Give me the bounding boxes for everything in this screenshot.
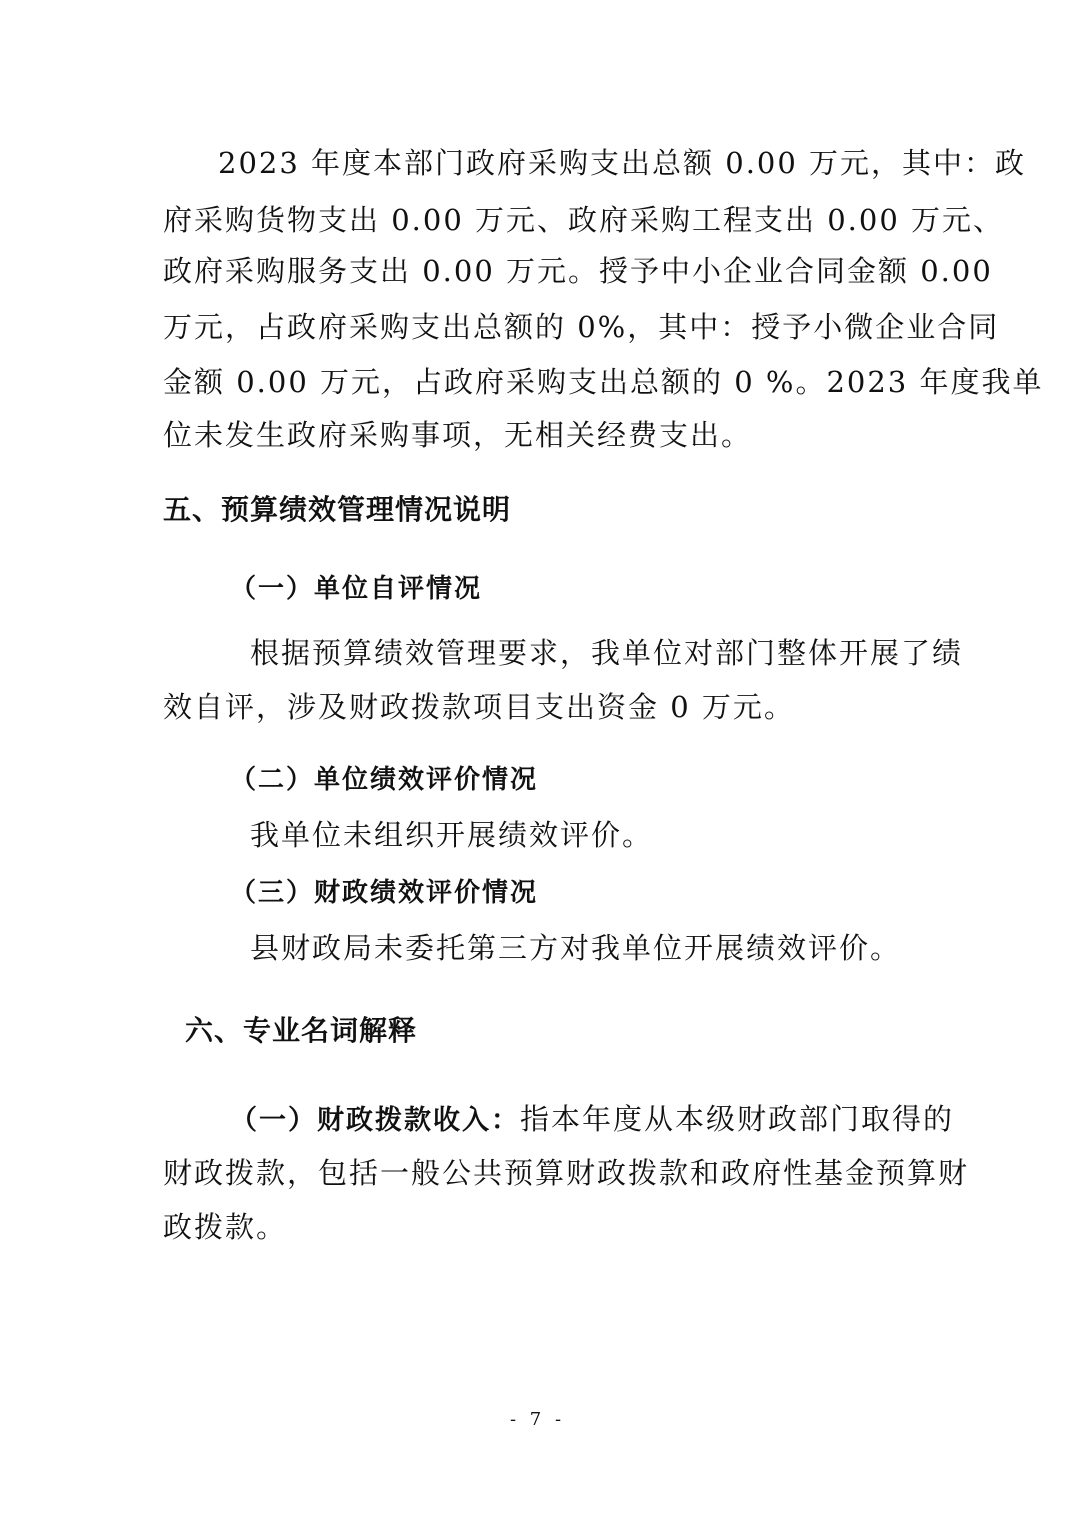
term-definition-text: 指本年度从本级财政部门取得的 — [520, 1102, 955, 1136]
section-heading: 六、专业名词解释 — [185, 1014, 418, 1047]
page-number: - 7 - — [509, 1409, 566, 1430]
subsection-heading: （二）单位绩效评价情况 — [230, 765, 539, 795]
term-definition-line — [230, 1099, 954, 1141]
paragraph-line: 效自评，涉及财政拨款项目支出资金 0 万元。 — [163, 690, 795, 724]
paragraph-line: 我单位未组织开展绩效评价。 — [250, 818, 654, 852]
section-heading: 五、预算绩效管理情况说明 — [163, 493, 512, 526]
paragraph-line: 金额 0.00 万元，占政府采购支出总额的 0 %。2023 年度我单 — [163, 365, 1044, 399]
subsection-heading: （三）财政绩效评价情况 — [230, 878, 539, 908]
paragraph-line: 政府采购服务支出 0.00 万元。授予中小企业合同金额 0.00 — [163, 254, 993, 288]
paragraph-line: 府采购货物支出 0.00 万元、政府采购工程支出 0.00 万元、 — [163, 203, 1005, 237]
paragraph-line: 县财政局未委托第三方对我单位开展绩效评价。 — [250, 931, 902, 965]
paragraph-line: 位未发生政府采购事项，无相关经费支出。 — [163, 418, 753, 452]
term-label: （一）财政拨款收入： — [230, 1105, 520, 1136]
paragraph-line: 万元，占政府采购支出总额的 0%，其中：授予小微企业合同 — [163, 310, 1000, 344]
paragraph-line: 政拨款。 — [163, 1210, 288, 1244]
paragraph-line: 财政拨款，包括一般公共预算财政拨款和政府性基金预算财 — [163, 1156, 970, 1190]
subsection-heading: （一）单位自评情况 — [230, 574, 483, 604]
paragraph-line: 2023 年度本部门政府采购支出总额 0.00 万元，其中：政 — [218, 146, 1027, 180]
paragraph-line: 根据预算绩效管理要求，我单位对部门整体开展了绩 — [250, 636, 964, 670]
